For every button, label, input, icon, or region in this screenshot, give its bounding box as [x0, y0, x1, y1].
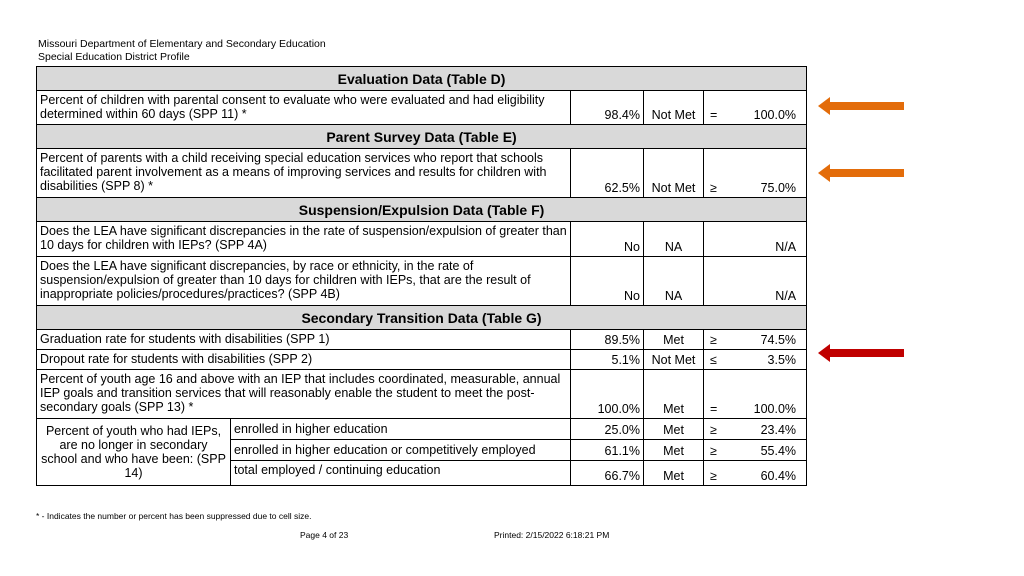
row-target: 23.4% [728, 419, 807, 440]
row-description: Percent of youth age 16 and above with an IEP that includes coordinated, measurable, annual IEP goals and transition services that will reasonably enable the student to meet the post-secondary goals (SPP 13) * [37, 370, 571, 419]
row-operator: ≤ [704, 350, 728, 370]
row-target: 100.0% [728, 370, 807, 419]
row-value: 5.1% [571, 350, 644, 370]
section-header-table-g [37, 306, 807, 330]
table-row [37, 257, 807, 306]
row-operator: ≥ [704, 149, 728, 198]
arrow-left-icon [818, 164, 904, 182]
row-target: 3.5% [728, 350, 807, 370]
row-description: Percent of children with parental consent to evaluate who were evaluated and had eligibility determined within 60 days (SPP 11) * [37, 91, 571, 125]
table-row [37, 222, 807, 257]
row-operator: ≥ [704, 461, 728, 486]
row-target: 55.4% [728, 440, 807, 461]
row-value: 25.0% [571, 419, 644, 440]
row-target: 74.5% [728, 330, 807, 350]
row-description: Does the LEA have significant discrepancies in the rate of suspension/expulsion of greater than 10 days for children with IEPs? (SPP 4A) [37, 222, 571, 257]
row-description: enrolled in higher education [231, 419, 571, 440]
table-row [37, 370, 807, 419]
row-status: Not Met [644, 91, 704, 125]
report-title: Special Education District Profile [38, 51, 190, 63]
section-title: Secondary Transition Data (Table G) [37, 306, 807, 330]
row-status: Not Met [644, 149, 704, 198]
row-status: Met [644, 440, 704, 461]
section-title: Parent Survey Data (Table E) [37, 125, 807, 149]
district-profile-table [36, 66, 807, 486]
arrow-shape [818, 164, 904, 182]
row-status: Met [644, 461, 704, 486]
row-description: total employed / continuing education [231, 461, 571, 486]
row-target: 75.0% [728, 149, 807, 198]
arrow-left-icon [818, 344, 904, 362]
row-description: Does the LEA have significant discrepancies, by race or ethnicity, in the rate of suspension/expulsion of greater than 10 days for children with IEPs, that are the result of inappropriate policies/procedures/practices? (SPP 4B) [37, 257, 571, 306]
row-value: No [571, 257, 644, 306]
row-value: 61.1% [571, 440, 644, 461]
agency-name: Missouri Department of Elementary and Secondary Education [38, 38, 326, 50]
row-operator: ≥ [704, 419, 728, 440]
row-description: Graduation rate for students with disabilities (SPP 1) [37, 330, 571, 350]
page-number: Page 4 of 23 [300, 530, 349, 540]
spp14-label: Percent of youth who had IEPs, are no longer in secondary school and who have been: (SPP 14) [37, 419, 231, 486]
arrow-left-icon [818, 97, 904, 115]
row-status: Met [644, 419, 704, 440]
section-title: Suspension/Expulsion Data (Table F) [37, 198, 807, 222]
row-target: 60.4% [728, 461, 807, 486]
document-header [38, 38, 326, 64]
row-operator: = [704, 370, 728, 419]
row-value: 98.4% [571, 91, 644, 125]
row-status: Met [644, 330, 704, 350]
table-row [37, 149, 807, 198]
row-status: NA [644, 257, 704, 306]
row-description: Dropout rate for students with disabilities (SPP 2) [37, 350, 571, 370]
row-operator: ≥ [704, 440, 728, 461]
section-header-table-e [37, 125, 807, 149]
printed-timestamp: Printed: 2/15/2022 6:18:21 PM [494, 530, 610, 540]
row-value: No [571, 222, 644, 257]
row-target: 100.0% [728, 91, 807, 125]
row-value: 66.7% [571, 461, 644, 486]
footnote: * - Indicates the number or percent has been suppressed due to cell size. [36, 511, 312, 521]
table-row [37, 91, 807, 125]
row-value: 89.5% [571, 330, 644, 350]
row-value: 100.0% [571, 370, 644, 419]
arrow-shape [818, 97, 904, 115]
table-row [37, 330, 807, 350]
row-status: Met [644, 370, 704, 419]
row-operator: ≥ [704, 330, 728, 350]
row-target: N/A [704, 257, 807, 306]
row-status: NA [644, 222, 704, 257]
row-value: 62.5% [571, 149, 644, 198]
row-description: Percent of parents with a child receiving special education services who report that schools facilitated parent involvement as a means of improving services and results for children with disabilities (SPP 8) * [37, 149, 571, 198]
table-row [37, 350, 807, 370]
section-header-table-d [37, 67, 807, 91]
row-target: N/A [704, 222, 807, 257]
section-header-table-f [37, 198, 807, 222]
row-operator: = [704, 91, 728, 125]
arrow-shape [818, 344, 904, 362]
table-row [37, 419, 807, 440]
row-status: Not Met [644, 350, 704, 370]
section-title: Evaluation Data (Table D) [37, 67, 807, 91]
row-description: enrolled in higher education or competitively employed [231, 440, 571, 461]
